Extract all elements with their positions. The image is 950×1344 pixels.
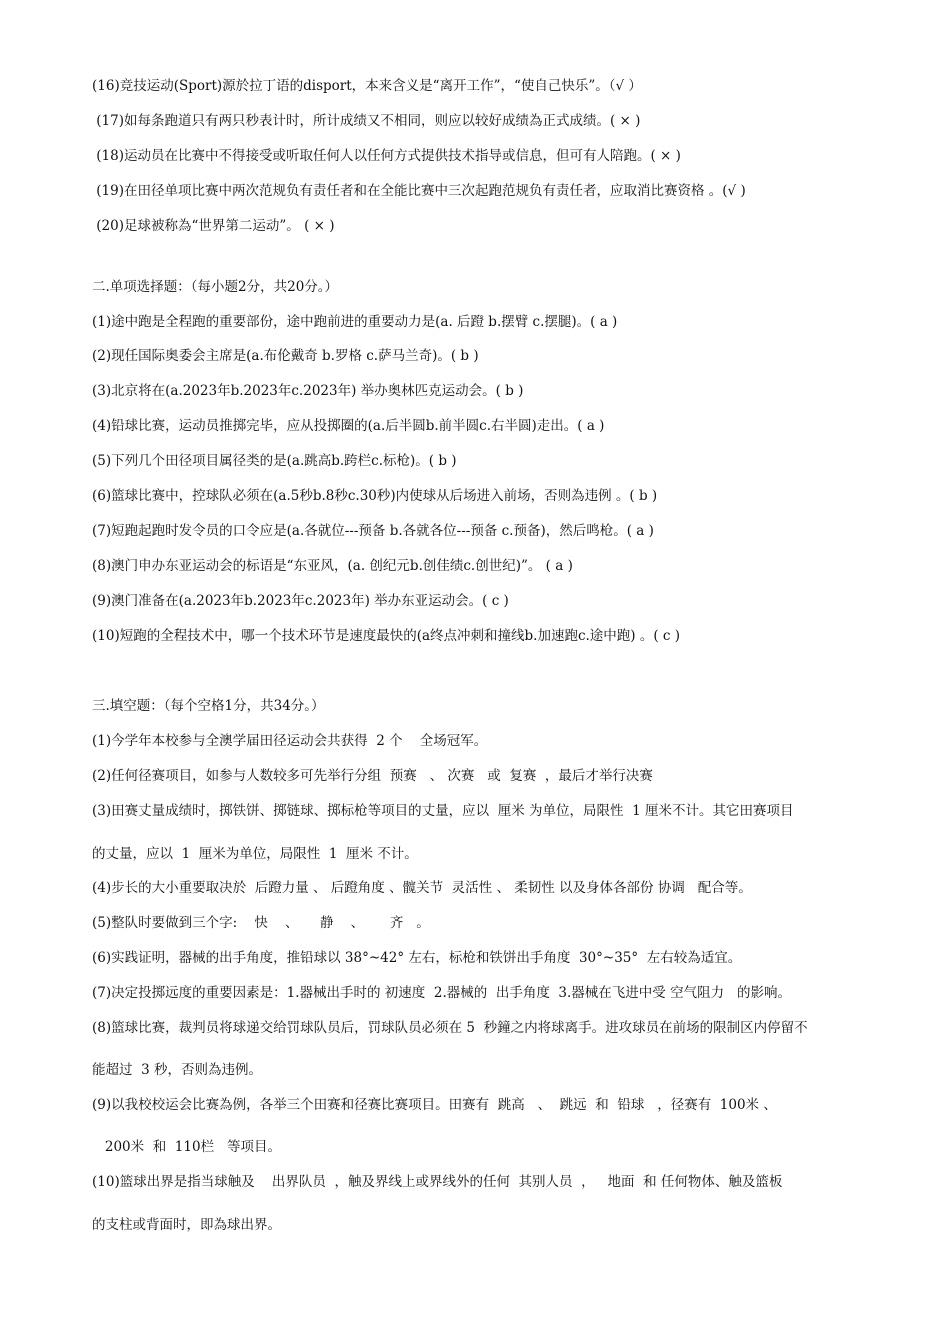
true-false-item-16: (16)竞技运动(Sport)源於拉丁语的disport，本来含义是“离开工作”，“使自己快乐”。（√ ） bbox=[92, 78, 642, 94]
choice-item-7: (7)短跑起跑时发令员的口令应是(a.各就位---预备 b.各就各位---预备 c.预备)，然后鸣枪。( a ) bbox=[92, 523, 654, 539]
choice-item-6: (6)篮球比赛中，控球队必须在(a.5秒b.8秒c.30秒)内使球从后场进入前场，否则為违例 。( b ) bbox=[92, 488, 658, 504]
fill-item-9-continued: 200米 和 110栏 等项目。 bbox=[92, 1139, 281, 1155]
fill-item-5: (5)整队时要做到三个字: 快 、 静 、 齐 。 bbox=[92, 915, 430, 931]
choice-item-5: (5)下列几个田径项目属径类的是(a.跳高b.跨栏c.标枪)。( b ) bbox=[92, 453, 457, 469]
choice-item-1: (1)途中跑是全程跑的重要部份，途中跑前进的重要动力是(a. 后蹬 b.摆臂 c.摆腿)。( a ) bbox=[92, 314, 618, 330]
choice-item-2: (2)现任国际奥委会主席是(a.布伦戴奇 b.罗格 c.萨马兰奇)。( b ) bbox=[92, 348, 479, 364]
fill-item-3: (3)田赛丈量成绩时，掷铁饼、掷链球、掷标枪等项目的丈量，应以 厘米 为单位，局限性 1 厘米不计。其它田赛项目 bbox=[92, 803, 794, 819]
fill-item-8-continued: 能超过 3 秒，否则為违例。 bbox=[92, 1062, 262, 1078]
fill-item-8: (8)篮球比赛，裁判员将球递交给罚球队员后，罚球队员必须在 5 秒鐘之内将球离手。进攻球员在前场的限制区内停留不 bbox=[92, 1020, 808, 1036]
fill-item-6: (6)实践证明，器械的出手角度，推铅球以 38°~42° 左右，标枪和铁饼出手角度 30°~35° 左右较為适宜。 bbox=[92, 950, 742, 966]
fill-item-4: (4)步长的大小重要取决於 后蹬力量 、 后蹬角度 、髋关节 灵活性 、 柔韧性 以及身体各部份 协调 配合等。 bbox=[92, 880, 752, 896]
true-false-item-20: (20)足球被称為“世界第二运动”。 ( × ) bbox=[92, 218, 335, 234]
choice-item-4: (4)铅球比赛，运动员推掷完毕，应从投掷圈的(a.后半圆b.前半圆c.右半圆)走出。( a ) bbox=[92, 418, 605, 434]
fill-item-10: (10)篮球出界是指当球触及 出界队员 ，触及界线上或界线外的任何 其别人员 ， 地面 和 任何物体、触及篮板 bbox=[92, 1174, 783, 1190]
true-false-item-18: (18)运动员在比赛中不得接受或听取任何人以任何方式提供技术指导或信息，但可有人陪跑。( × ) bbox=[92, 148, 681, 164]
section-heading-fill-in: 三.填空题：（每个空格1分，共34分。） bbox=[92, 698, 325, 714]
fill-item-7: (7)决定投掷远度的重要因素是：1.器械出手时的 初速度 2.器械的 出手角度 3.器械在飞进中受 空气阻力 的影响。 bbox=[92, 985, 791, 1001]
fill-item-1: (1)今学年本校参与全澳学届田径运动会共获得 2 个 全场冠军。 bbox=[92, 733, 488, 749]
choice-item-3: (3)北京将在(a.2023年b.2023年c.2023年) 举办奥林匹克运动会。( b ) bbox=[92, 383, 524, 399]
true-false-item-17: (17)如每条跑道只有两只秒表计时，所计成绩又不相同，则应以较好成绩為正式成绩。( × ) bbox=[92, 113, 641, 129]
section-heading-multiple-choice: 二.单项选择题：（每小题2分，共20分。） bbox=[92, 279, 339, 295]
choice-item-8: (8)澳门申办东亚运动会的标语是“东亚风，(a. 创纪元b.创佳绩c.创世纪)”。 ( a ) bbox=[92, 558, 573, 574]
fill-item-3-continued: 的丈量，应以 1 厘米为单位，局限性 1 厘米 不计。 bbox=[92, 846, 418, 862]
choice-item-9: (9)澳门准备在(a.2023年b.2023年c.2023年) 举办东亚运动会。( c ) bbox=[92, 593, 509, 609]
fill-item-9: (9)以我校校运会比赛為例，各举三个田赛和径赛比赛项目。田赛有 跳高 、 跳远 和 铅球 ，径赛有 100米 、 bbox=[92, 1097, 777, 1113]
choice-item-10: (10)短跑的全程技术中，哪一个技术环节是速度最快的(a终点冲刺和撞线b.加速跑c.途中跑) 。( c ) bbox=[92, 628, 681, 644]
true-false-item-19: (19)在田径单项比赛中两次范规负有责任者和在全能比赛中三次起跑范规负有责任者，应取消比赛资格 。(√ ) bbox=[92, 183, 746, 199]
fill-item-10-continued: 的支柱或背面时，即為球出界。 bbox=[92, 1217, 281, 1233]
fill-item-2: (2)任何径赛项目，如参与人数较多可先举行分组 预赛 、 次赛 或 复赛 ，最后才举行决赛 bbox=[92, 768, 653, 784]
